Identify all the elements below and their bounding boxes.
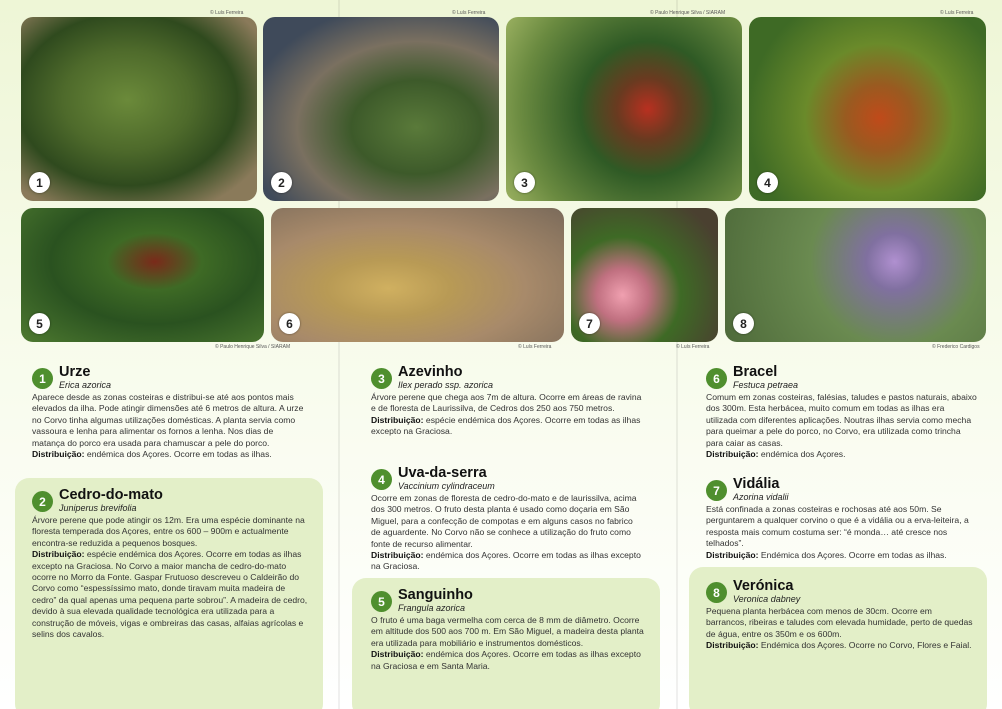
distribution-text: endémica dos Açores. Ocorre em todas as ilhas excepto na Graciosa. — [371, 550, 641, 572]
photo-number: 3 — [514, 172, 535, 193]
distribution-text: espécie endémica dos Açores. Ocorre em todas as ilhas excepto na Graciosa. No Corvo a maior mancha de cedro-do-mato ocorre no Morro da Fonte. Gaspar Frutuoso descreveu o Caldeirão do Corvo como “espessíssimo mato, donde tiravam muita madeira de cedro” da qual apenas uma pequena parte sobrou”. A madeira de cedro, devido à sua elevada qualidade tecnológica era utilizada para a construção de móveis, vigas e ombreiras das casas, alfaias agrícolas e selins dos cavalos. — [32, 549, 308, 640]
distribution-text: endémica dos Açores. Ocorre em todas as ilhas. — [84, 449, 272, 460]
species-name: Cedro-do-mato — [59, 487, 163, 503]
species-name: Vidália — [733, 476, 780, 492]
species-distribution — [706, 550, 978, 561]
photo-credit: © Luís Ferreira — [518, 344, 552, 350]
photo-urze — [21, 17, 257, 201]
photo-credit: © Luís Ferreira — [676, 344, 710, 350]
distribution-text: Endémica dos Açores. Ocorre no Corvo, Flores e Faial. — [758, 640, 972, 651]
species-name: Bracel — [733, 364, 778, 380]
photo-sanguinho — [21, 208, 264, 342]
species-latin-name: Erica azorica — [59, 380, 112, 390]
photo-number: 4 — [757, 172, 778, 193]
species-number: 8 — [706, 582, 727, 603]
species-latin-name: Veronica dabney — [733, 594, 801, 604]
photo-bracel — [271, 208, 564, 342]
species-latin-name: Juniperus brevifolia — [59, 503, 137, 513]
photo-number: 2 — [271, 172, 292, 193]
distribution-label: Distribuição: — [706, 449, 759, 460]
species-number: 2 — [32, 491, 53, 512]
species-number: 1 — [32, 368, 53, 389]
distribution-text: Endémica dos Açores. Ocorre em todas as ilhas. — [758, 549, 947, 560]
photo-number: 7 — [579, 313, 600, 334]
species-distribution — [32, 449, 308, 460]
species-description: Está confinada a zonas costeiras e rochosas até aos 50m. Se perguntarem a qualquer corvino o que é a vidália ou a erva-leiteira, a resposta mais comum costuma ser: “é monda… até cresce nos telhados”. — [706, 504, 969, 549]
species-vidalia — [706, 476, 978, 561]
species-description: Ocorre em zonas de floresta de cedro-do-mato e de laurissilva, acima dos 300 metros. O fruto desta planta é usado como doçaria em São Miguel, para a confecção de compotas e em alguns casos no fabrico de aguardente. No Corvo não se conhece a utilização do fruto como fonte de recurso alimentar. — [371, 493, 637, 549]
photo-number: 1 — [29, 172, 50, 193]
species-description: Pequena planta herbácea com menos de 30cm. Ocorre em barrancos, ribeiras e taludes com elevada humidade, perto de quedas de água, entre os 350m e os 600m. — [706, 606, 973, 639]
species-latin-name: Festuca petraea — [733, 380, 799, 390]
species-distribution — [706, 449, 978, 460]
species-number: 5 — [371, 591, 392, 612]
species-cedro-do-mato — [15, 478, 323, 709]
species-number: 3 — [371, 368, 392, 389]
species-description: Árvore perene que chega aos 7m de altura. Ocorre em áreas de ravina e de floresta de Laurissilva, de Cedros dos 250 aos 750 metros. — [371, 392, 642, 414]
distribution-label: Distribuição: — [706, 640, 759, 651]
distribution-label: Distribuição: — [371, 414, 424, 425]
distribution-text: espécie endémica dos Açores. Ocorre em todas as ilhas excepto na Graciosa. — [371, 414, 641, 437]
photo-uva-da-serra — [749, 17, 986, 201]
photo-veronica — [725, 208, 986, 342]
distribution-label: Distribuição: — [371, 550, 424, 561]
species-number: 6 — [706, 368, 727, 389]
photo-cedro-do-mato — [263, 17, 499, 201]
species-description: Comum em zonas costeiras, falésias, taludes e pastos naturais, abaixo dos 300m. Esta herbácea, muito comum em todas as ilhas era utilizada com diferentes aplicações. Noutras ilhas servia como mecha para queimar a pele do porco, no Corvo, era utilizada como trincha para caiar as casas. — [706, 392, 977, 448]
distribution-label: Distribuição: — [32, 449, 85, 460]
distribution-label: Distribuição: — [32, 549, 85, 560]
species-distribution — [371, 649, 646, 672]
distribution-text: endémica dos Açores. — [758, 449, 846, 460]
photo-vidalia — [571, 208, 718, 342]
species-name: Azevinho — [398, 364, 463, 380]
species-number: 7 — [706, 480, 727, 501]
distribution-label: Distribuição: — [706, 549, 759, 560]
photo-azevinho — [506, 17, 742, 201]
species-description: O fruto é uma baga vermelha com cerca de 8 mm de diâmetro. Ocorre em altitude dos 500 aos 700 m. Em São Miguel, a madeira desta planta era utilizada para mobiliário e instrumentos domésticos. — [371, 615, 644, 648]
species-description: Árvore perene que pode atingir os 12m. Era uma espécie dominante na floresta temperada dos Açores, entre os 600 – 900m e actualmente encontra-se reduzida a pequenos bosques. — [32, 515, 305, 548]
species-name: Verónica — [733, 578, 794, 594]
species-sanguinho — [352, 578, 660, 709]
species-name: Sanguinho — [398, 587, 473, 603]
species-number: 4 — [371, 469, 392, 490]
photo-credit: © Luís Ferreira — [452, 10, 486, 16]
photo-credit: © Paulo Henrique Silva / SIARAM — [215, 344, 291, 350]
species-latin-name: Azorina vidalii — [733, 492, 789, 502]
distribution-text: endémica dos Açores. Ocorre em todas as ilhas excepto na Graciosa e em Santa Maria. — [371, 649, 641, 671]
species-description: Aparece desde as zonas costeiras e distribui-se até aos pontos mais elevados da ilha. Pode atingir dimensões até 6 metros de altura. A urze no Corvo tinha algumas utilizações domésticas. A planta servia como vassoura e lenha para alimentar os fornos a lenha. Nos dias de matança do porco era usada para chamuscar a pele do porco. — [32, 392, 304, 448]
species-azevinho — [371, 364, 643, 438]
photo-credit: © Paulo Henrique Silva / SIARAM — [650, 10, 726, 16]
species-distribution — [371, 550, 643, 573]
photo-number: 6 — [279, 313, 300, 334]
species-latin-name: Ilex perado ssp. azorica — [398, 380, 494, 390]
species-name: Urze — [59, 364, 91, 380]
species-uva-da-serra — [371, 465, 643, 573]
species-latin-name: Frangula azorica — [398, 603, 466, 613]
photo-number: 5 — [29, 313, 50, 334]
species-bracel — [706, 364, 978, 460]
species-veronica — [689, 567, 987, 709]
photo-number: 8 — [733, 313, 754, 334]
photo-credit: © Frederico Cardigos — [932, 344, 980, 350]
photo-credit: © Luís Ferreira — [210, 10, 244, 16]
photo-credit: © Luís Ferreira — [940, 10, 974, 16]
species-distribution — [32, 549, 309, 640]
species-latin-name: Vaccinium cylindraceum — [398, 481, 495, 491]
species-distribution — [371, 415, 643, 438]
species-urze — [32, 364, 308, 460]
species-distribution — [706, 640, 973, 651]
distribution-label: Distribuição: — [371, 649, 424, 660]
species-name: Uva-da-serra — [398, 465, 487, 481]
